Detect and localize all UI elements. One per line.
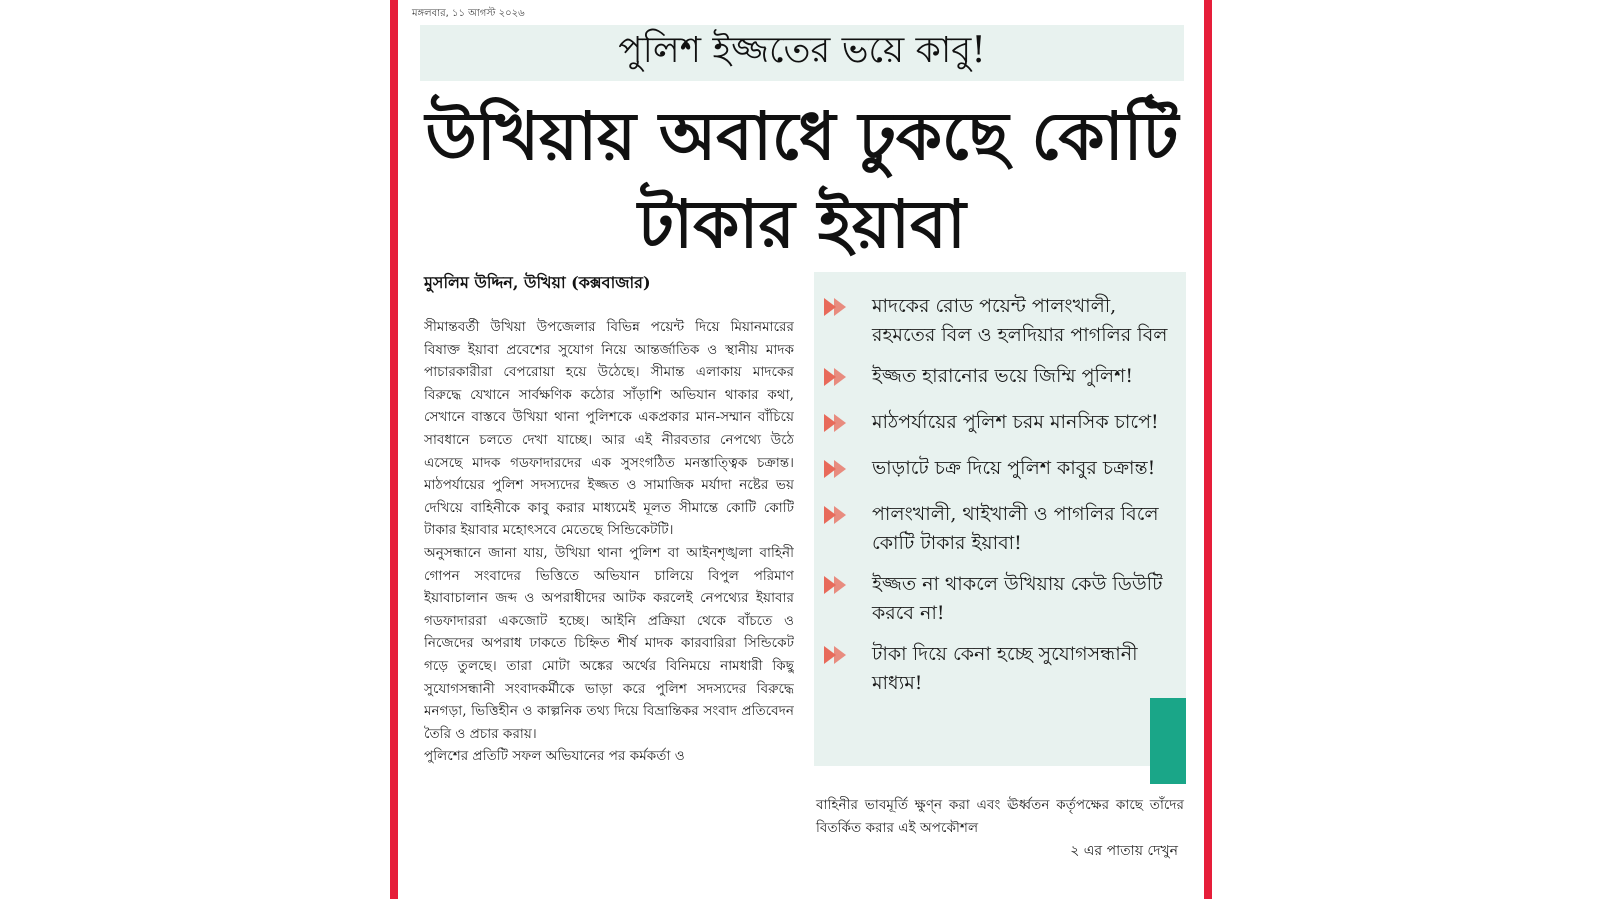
- highlight-item: [824, 292, 1172, 350]
- highlight-item: [824, 454, 1172, 488]
- highlight-text: পালংখালী, থাইখালী ও পাগলির বিলে কোটি টাকার ইয়াবা!: [872, 503, 1159, 554]
- sidebar-paragraph: বাহিনীর ভাবমূর্তি ক্ষুণ্ন করা এবং ঊর্ধ্বতন কর্তৃপক্ষের কাছে তাঁদের বিতর্কিত করার এই অপকৌশল: [816, 797, 1184, 836]
- highlight-item: [824, 570, 1172, 628]
- highlight-text: মাঠপর্যায়ের পুলিশ চরম মানসিক চাপে!: [872, 411, 1159, 433]
- main-headline: [420, 92, 1184, 268]
- highlights-box: [814, 272, 1186, 766]
- headline-line-2: টাকার ইয়াবা: [638, 185, 966, 263]
- double-chevron-right-icon: [824, 366, 872, 396]
- highlight-item: [824, 640, 1172, 698]
- headline-line-1: উখিয়ায় অবাধে ঢুকছে কোটি: [425, 97, 1179, 175]
- newspaper-page: [390, 0, 1212, 899]
- byline: মুসলিম উদ্দিন, উখিয়া (কক্সবাজার): [424, 273, 651, 292]
- double-chevron-right-icon: [824, 296, 872, 326]
- article-paragraph: অনুসন্ধানে জানা যায়, উখিয়া থানা পুলিশ বা আইনশৃঙ্খলা বাহিনী গোপন সংবাদের ভিত্তিতে অভিযান চালিয়ে বিপুল পরিমাণ ইয়াবাচালান জব্দ ও অপরাধীদের আটক করলেই নেপথ্যের ইয়াবার গডফাদাররা একজোট হচ্ছে। আইনি প্রক্রিয়া থেকে বাঁচতে ও নিজেদের অপরাধ ঢাকতে চিহ্নিত শীর্ষ মাদক কারবারিরা সিন্ডিকেট গড়ে তুলছে। তারা মোটা অঙ্কের অর্থের বিনিময়ে নামধারী কিছু সুযোগসন্ধানী সংবাদকর্মীকে ভাড়া করে পুলিশ সদস্যদের বিরুদ্ধে মনগড়া, ভিত্তিহীন ও কাল্পনিক তথ্য দিয়ে বিভ্রান্তিকর সংবাদ প্রতিবেদন তৈরি ও প্রচার করায়।: [424, 544, 794, 742]
- double-chevron-right-icon: [824, 458, 872, 488]
- highlight-text: ইজ্জত হারানোর ভয়ে জিম্মি পুলিশ!: [872, 365, 1133, 387]
- double-chevron-right-icon: [824, 504, 872, 534]
- double-chevron-right-icon: [824, 574, 872, 604]
- highlight-item: [824, 362, 1172, 396]
- double-chevron-right-icon: [824, 412, 872, 442]
- accent-block: [1150, 698, 1186, 784]
- highlight-text: ইজ্জত না থাকলে উখিয়ায় কেউ ডিউটি করবে না!: [872, 573, 1163, 624]
- highlight-item: [824, 500, 1172, 558]
- article-paragraph: সীমান্তবর্তী উখিয়া উপজেলার বিভিন্ন পয়েন্ট দিয়ে মিয়ানমারের বিষাক্ত ইয়াবা প্রবেশের সুযোগ নিয়ে আন্তর্জাতিক ও স্থানীয় মাদক পাচারকারীরা বেপরোয়া হয়ে উঠেছে। সীমান্ত এলাকায় মাদকের বিরুদ্ধে যেখানে সার্বক্ষণিক কঠোর সাঁড়াশি অভিযান থাকার কথা, সেখানে বাস্তবে উখিয়া থানা পুলিশকে একপ্রকার মান-সম্মান বাঁচিয়ে সাবধানে চলতে দেখা যাচ্ছে। আর এই নীরবতার নেপথ্যে উঠে এসেছে মাদক গডফাদারদের এক সুসংগঠিত মনস্তাত্ত্বিক চক্রান্ত। মাঠপর্যায়ের পুলিশ সদস্যদের ইজ্জত ও সামাজিক মর্যাদা নষ্টের ভয় দেখিয়ে বাহিনীকে কাবু করার মাধ্যমেই মূলত সীমান্তে কোটি কোটি টাকার ইয়াবার মহোৎসবে মেতেছে সিন্ডিকেটটি।: [424, 319, 794, 539]
- highlight-text: মাদকের রোড পয়েন্ট পালংখালী, রহমতের বিল ও হলদিয়ার পাগলির বিল: [872, 295, 1168, 346]
- dateline: মঙ্গলবার, ১১ আগস্ট ২০২৬: [412, 8, 525, 19]
- highlight-text: টাকা দিয়ে কেনা হচ্ছে সুযোগসন্ধানী মাধ্যম!: [872, 643, 1138, 694]
- highlight-item: [824, 408, 1172, 442]
- highlight-text: ভাড়াটে চক্র দিয়ে পুলিশ কাবুর চক্রান্ত!: [872, 457, 1156, 479]
- article-paragraph: পুলিশের প্রতিটি সফল অভিযানের পর কর্মকর্তা ও: [424, 748, 685, 765]
- double-chevron-right-icon: [824, 644, 872, 674]
- kicker-headline: পুলিশ ইজ্জতের ভয়ে কাবু!: [420, 25, 1184, 81]
- article-body: [424, 316, 794, 894]
- continued-on-page-2: ২ এর পাতায় দেখুন: [1070, 843, 1178, 859]
